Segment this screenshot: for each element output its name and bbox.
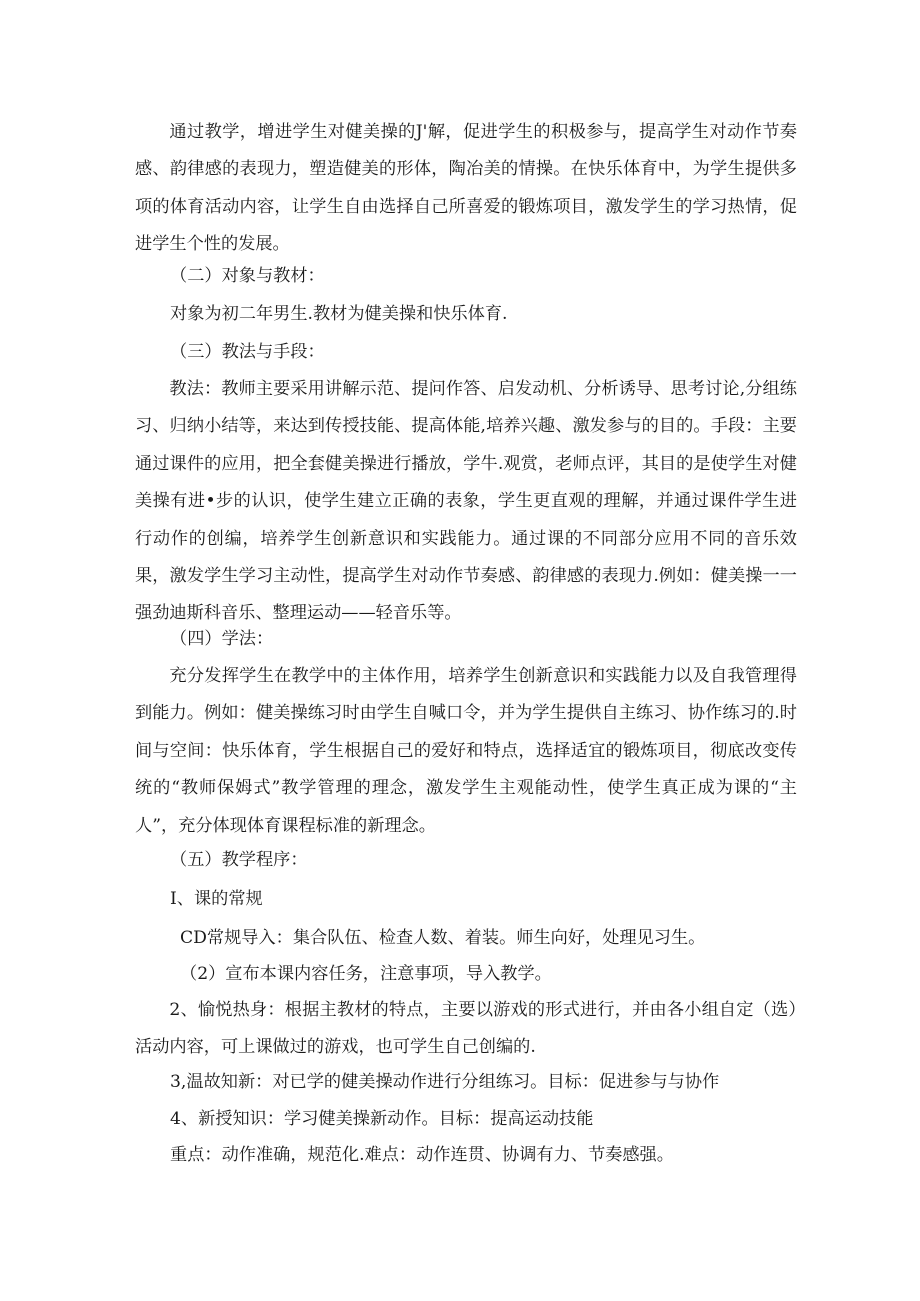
section-heading-4: （四）学法： <box>170 629 274 649</box>
procedure-item-1: I、课的常规 <box>170 889 263 909</box>
procedure-item-2: 2、愉悦热身：根据主教材的特点，主要以游戏的形式进行，并由各小组自定（选）活动内容，可上课做过的游戏，也可学生自己创编的. <box>135 1000 797 1058</box>
procedure-key-points: 重点：动作准确，规范化.难点：动作连贯、协调有力、节奏感强。 <box>170 1145 674 1165</box>
procedure-item-3: 3,温故知新：对已学的健美操动作进行分组练习。目标：促进参与与协作 <box>170 1072 720 1092</box>
section-heading-3: （三）教法与手段： <box>170 342 325 362</box>
paragraph-learning: 充分发挥学生在教学中的主体作用，培养学生创新意识和实践能力以及自我管理得到能力。例如：健美操练习时由学生自喊口令，并为学生提供自主练习、协作练习的.时间与空间：快乐体育，学生根据自己的爱好和特点，选择适宜的锻炼项目，彻底改变传统的“教师保姆式”教学管理的理念，激发学生主观能动性，使学生真正成为课的“主人”，充分体现体育课程标准的新理念。 <box>135 666 797 836</box>
paragraph-subject: 对象为初二年男生.教材为健美操和快乐体育. <box>170 304 508 324</box>
paragraph-methods: 教法：教师主要采用讲解示范、提问作答、启发动机、分析诱导、思考讨论,分组练习、归纳小结等，来达到传授技能、提高体能,培养兴趣、激发参与的目的。手段：主要通过课件的应用，把全套健美操进行播放，学牛.观赏，老师点评，其目的是使学生对健美操有进•步的认识，使学生建立正确的表象，学生更直观的理解，并通过课件学生进行动作的创编，培养学生创新意识和实践能力。通过课的不同部分应用不同的音乐效果，激发学生学习主动性，提高学生对动作节奏感、韵律感的表现力.例如：健美操一一强劲迪斯科音乐、整理运动——轻音乐等。 <box>135 379 797 624</box>
procedure-item-1a: CD常规导入：集合队伍、检查人数、着装。师生向好，处理见习生。 <box>180 928 706 948</box>
section-heading-5: （五）教学程序： <box>170 850 308 870</box>
paragraph-objectives: 通过教学，增进学生对健美操的J'解，促进学生的积极参与，提高学生对动作节奏感、韵律感的表现力，塑造健美的形体，陶冶美的情操。在快乐体育中，为学生提供多项的体育活动内容，让学生自由选择自己所喜爱的锻炼项目，激发学生的学习热情，促进学生个性的发展。 <box>135 122 797 255</box>
procedure-item-1b: （2）宣布本课内容任务，注意事项，导入教学。 <box>180 964 552 984</box>
section-heading-2: （二）对象与教材： <box>170 266 325 286</box>
procedure-item-4: 4、新授知识：学习健美操新动作。目标：提高运动技能 <box>170 1109 594 1129</box>
